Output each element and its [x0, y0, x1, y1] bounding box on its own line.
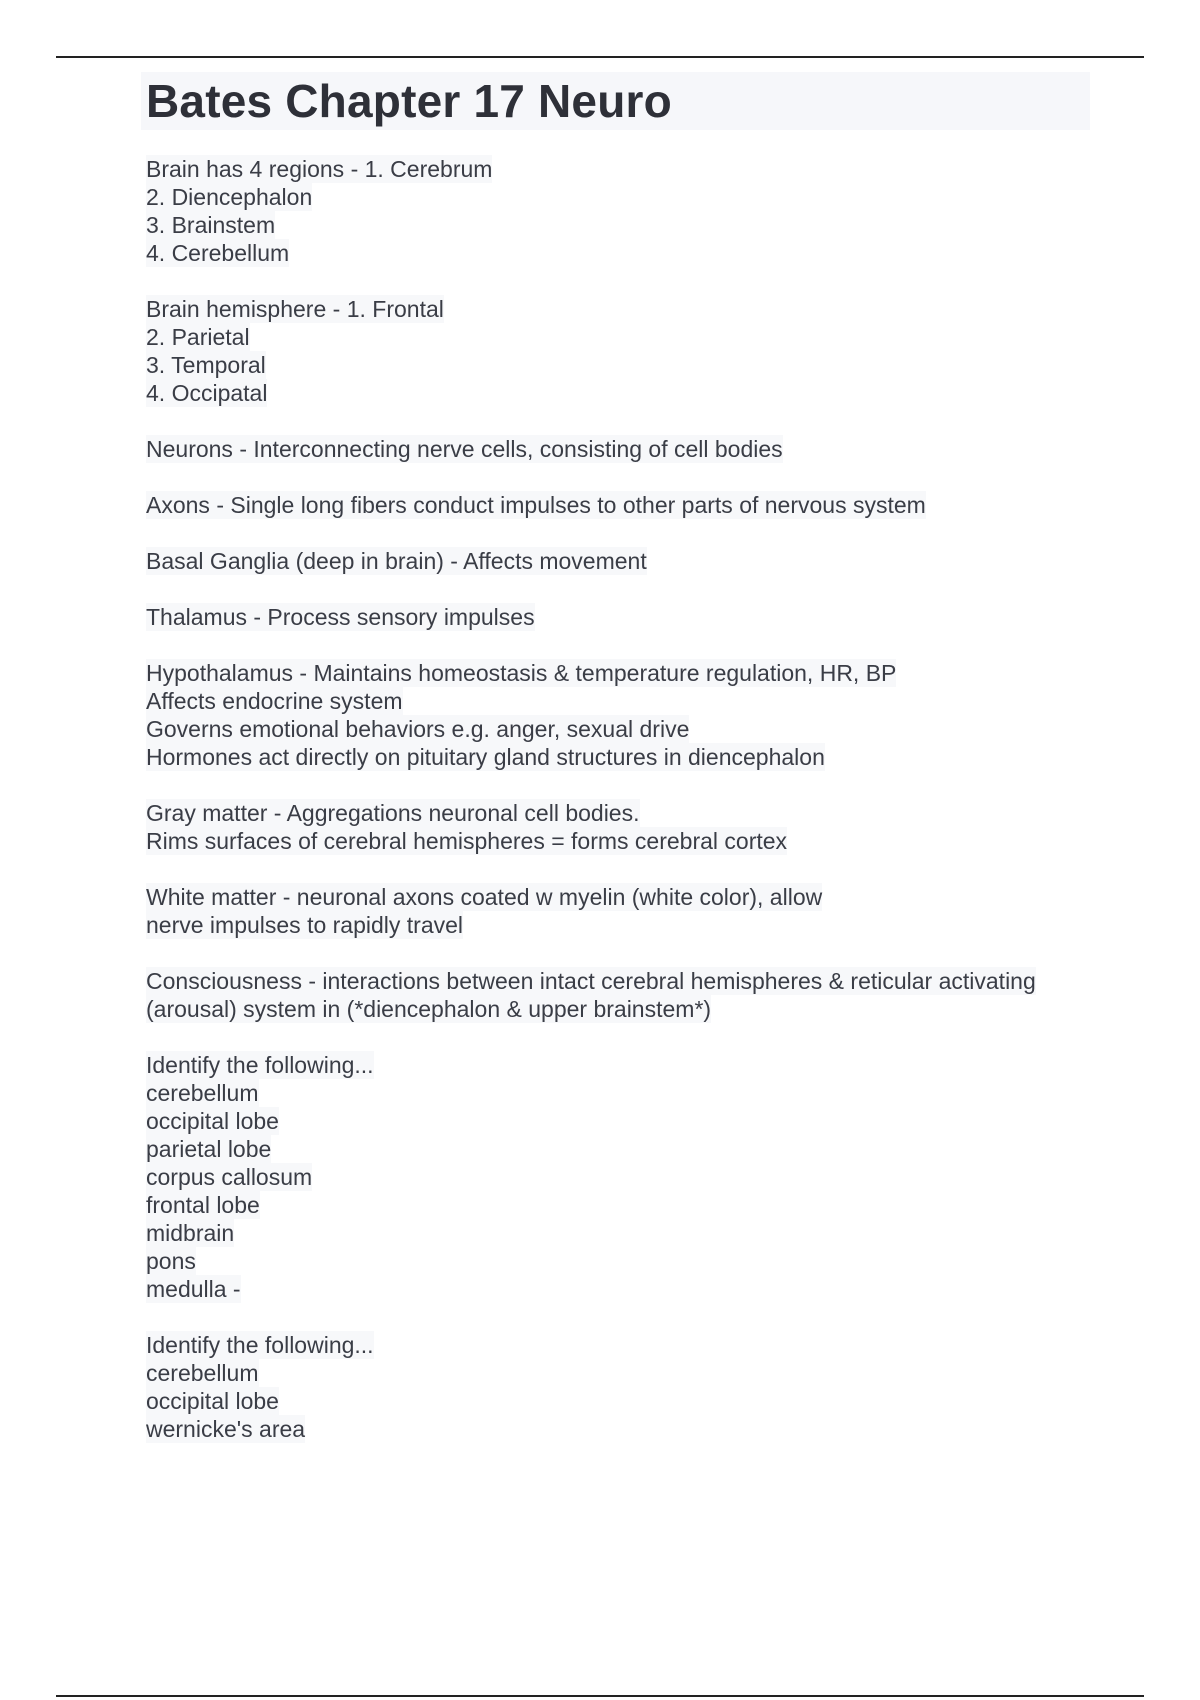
card-line: Hypothalamus - Maintains homeostasis & temperature regulation, HR, BP	[146, 660, 897, 686]
flashcard-hypothalamus	[146, 659, 1106, 771]
flashcard-basal-ganglia	[146, 547, 1106, 575]
card-line: Hormones act directly on pituitary gland structures in diencephalon	[146, 744, 825, 770]
bottom-rule	[56, 1695, 1144, 1697]
flashcard-neurons	[146, 435, 1106, 463]
card-line: Brain hemisphere - 1. Frontal	[146, 296, 444, 322]
flashcard-white-matter	[146, 883, 1106, 939]
card-line: occipital lobe	[146, 1388, 279, 1414]
flashcard-list	[146, 155, 1106, 1471]
card-line: frontal lobe	[146, 1192, 260, 1218]
top-rule	[56, 56, 1144, 58]
card-line: cerebellum	[146, 1360, 259, 1386]
card-line: occipital lobe	[146, 1108, 279, 1134]
card-line: pons	[146, 1248, 196, 1274]
card-line: 2. Diencephalon	[146, 184, 313, 210]
page-title: Bates Chapter 17 Neuro	[146, 75, 672, 127]
flashcard-thalamus	[146, 603, 1106, 631]
card-line: parietal lobe	[146, 1136, 272, 1162]
card-line: Rims surfaces of cerebral hemispheres = forms cerebral cortex	[146, 828, 788, 854]
card-line: (arousal) system in (*diencephalon & upper brainstem*)	[146, 996, 712, 1022]
card-line: Identify the following...	[146, 1052, 374, 1078]
flashcard-consciousness	[146, 967, 1106, 1023]
card-line: wernicke's area	[146, 1416, 306, 1442]
card-line: Affects endocrine system	[146, 688, 403, 714]
card-line: 3. Temporal	[146, 352, 266, 378]
flashcard-identify-1	[146, 1051, 1106, 1303]
card-line: cerebellum	[146, 1080, 259, 1106]
card-line: nerve impulses to rapidly travel	[146, 912, 464, 938]
card-line: midbrain	[146, 1220, 235, 1246]
card-line: 3. Brainstem	[146, 212, 276, 238]
card-line: Brain has 4 regions - 1. Cerebrum	[146, 156, 493, 182]
card-line: corpus callosum	[146, 1164, 313, 1190]
card-line: Consciousness - interactions between intact cerebral hemispheres & reticular activating	[146, 968, 1036, 994]
card-line: Axons - Single long fibers conduct impulses to other parts of nervous system	[146, 492, 926, 518]
card-line: Basal Ganglia (deep in brain) - Affects movement	[146, 548, 647, 574]
card-line: Thalamus - Process sensory impulses	[146, 604, 535, 630]
flashcard-identify-2	[146, 1331, 1106, 1443]
card-line: Governs emotional behaviors e.g. anger, sexual drive	[146, 716, 690, 742]
card-line: 2. Parietal	[146, 324, 250, 350]
card-line: Identify the following...	[146, 1332, 374, 1358]
card-line: medulla -	[146, 1276, 241, 1302]
flashcard-axons	[146, 491, 1106, 519]
card-line: White matter - neuronal axons coated w myelin (white color), allow	[146, 884, 823, 910]
flashcard-brain-hemisphere	[146, 295, 1106, 407]
flashcard-brain-regions	[146, 155, 1106, 267]
card-line: 4. Cerebellum	[146, 240, 290, 266]
flashcard-gray-matter	[146, 799, 1106, 855]
card-line: Gray matter - Aggregations neuronal cell bodies.	[146, 800, 640, 826]
card-line: 4. Occipatal	[146, 380, 268, 406]
card-line: Neurons - Interconnecting nerve cells, consisting of cell bodies	[146, 436, 783, 462]
